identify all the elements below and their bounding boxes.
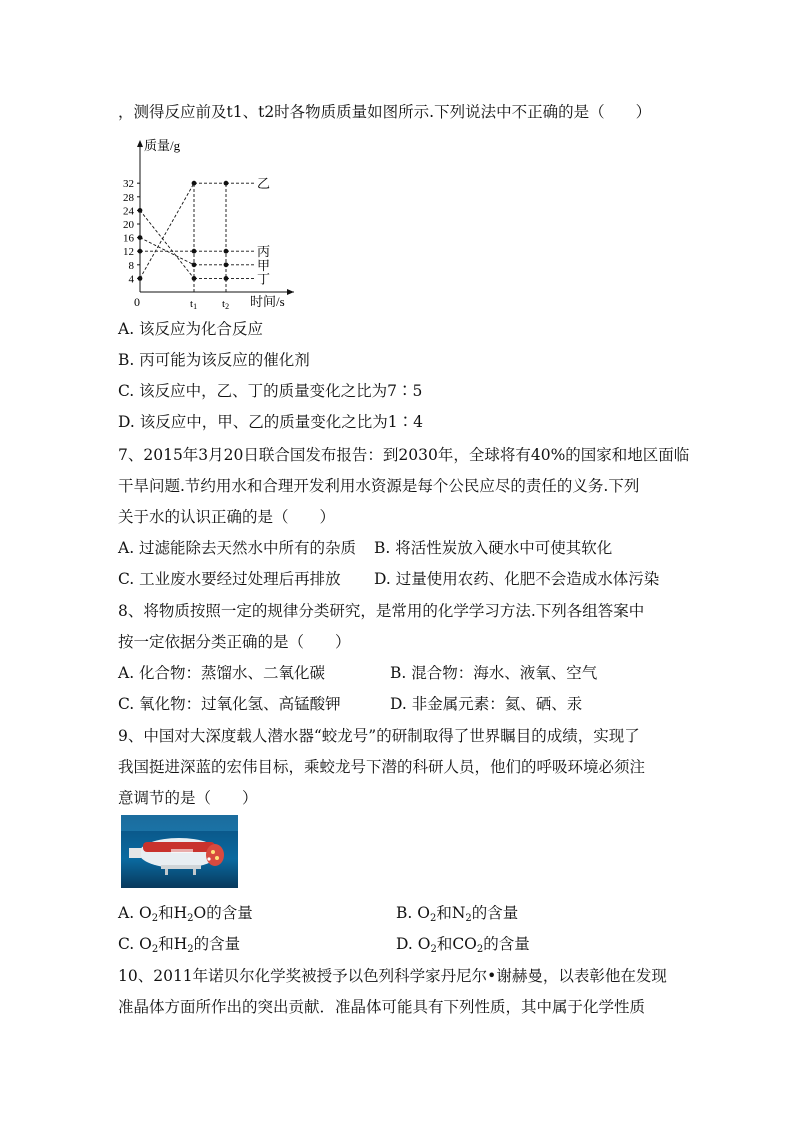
series-甲 [138, 235, 270, 273]
mass-time-chart [114, 130, 314, 315]
data-point [138, 276, 143, 281]
y-tick-label: 32 [123, 178, 134, 191]
y-axis-arrow [137, 140, 143, 147]
y-tick-label: 20 [123, 219, 134, 231]
origin-label: 0 [134, 295, 140, 309]
series-label: 丁 [257, 271, 271, 287]
q6-option-c: C. 该反应中，乙、丁的质量变化之比为7∶5 [118, 382, 423, 400]
q6-option-b: B. 丙可能为该反应的催化剂 [118, 351, 310, 369]
q9-stem-line-1: 9、中国对大深度载人潜水器“蛟龙号”的研制取得了世界瞩目的成绩，实现了 [118, 727, 640, 745]
x-tick-label-t2: t2 [222, 298, 230, 311]
series-label: 丙 [257, 244, 271, 260]
y-axis-label: 质量/g [144, 138, 181, 153]
q8-option-d: D. 非金属元素：氦、硒、汞 [390, 695, 583, 713]
q7-option-b: B. 将活性炭放入硬水中可使其软化 [374, 539, 613, 557]
q9-option-a: A. $O_2$和$H_2O$的含量 [118, 904, 253, 924]
series-segment [140, 183, 194, 278]
y-tick-label: 12 [123, 246, 134, 259]
q9-stem-line-2: 我国挺进深蓝的宏伟目标，乘蛟龙号下潜的科研人员，他们的呼吸环境必须注 [118, 758, 646, 776]
data-point [192, 249, 197, 254]
q6-option-d: D. 该反应中，甲、乙的质量变化之比为1∶4 [118, 413, 423, 431]
y-tick-labels [123, 178, 140, 285]
y-tick-label: 28 [123, 191, 134, 204]
q8-stem-line-2: 按一定依据分类正确的是（ ） [118, 633, 351, 651]
data-point [138, 208, 143, 213]
q9-option-d: D. $O_2$和$CO_2$的含量 [396, 935, 530, 955]
q7-stem-line-3: 关于水的认识正确的是（ ） [118, 508, 336, 526]
chart-series [138, 176, 270, 286]
q8-option-b: B. 混合物：海水、液氧、空气 [390, 664, 598, 682]
chart-guides [194, 183, 226, 292]
series-乙 [138, 176, 270, 281]
y-tick-label: 4 [128, 273, 134, 286]
q9-option-c: C. $O_2$和$H_2$的含量 [118, 935, 241, 955]
y-tick-label: 24 [123, 205, 134, 218]
submersible-photo [121, 815, 238, 888]
y-tick-label: 8 [128, 259, 134, 272]
q6-option-a: A. 该反应为化合反应 [118, 320, 264, 338]
q9-stem-line-3: 意调节的是（ ） [118, 789, 258, 807]
data-point [138, 235, 143, 240]
x-tick-label-t1: t1 [190, 298, 198, 311]
series-丙 [138, 244, 270, 259]
q7-option-d: D. 过量使用农药、化肥不会造成水体污染 [374, 570, 660, 588]
series-label: 甲 [257, 257, 271, 273]
q7-stem-line-2: 干旱问题.节约用水和合理开发利用水资源是每个公民应尽的责任的义务.下列 [118, 477, 640, 495]
q10-stem-line-1: 10、2011年诺贝尔化学奖被授予以色列科学家丹尼尔•谢赫曼，以表彰他在发现 [118, 967, 667, 985]
series-segment [140, 210, 194, 278]
q6-stem: ，测得反应前及t1、t2时各物质质量如图所示.下列说法中不正确的是（ ） [118, 103, 652, 121]
x-axis-arrow [287, 289, 294, 295]
q7-option-c: C. 工业废水要经过处理后再排放 [118, 570, 341, 588]
data-point [138, 249, 143, 254]
data-point [224, 249, 229, 254]
x-tick-labels [190, 298, 229, 311]
data-point [192, 276, 197, 281]
chart-axes [137, 140, 294, 295]
series-label: 乙 [257, 176, 271, 192]
q8-option-a: A. 化合物：蒸馏水、二氧化碳 [118, 664, 326, 682]
q8-option-c: C. 氧化物：过氧化氢、高锰酸钾 [118, 695, 341, 713]
q7-option-a: A. 过滤能除去天然水中所有的杂质 [118, 539, 357, 557]
y-tick-label: 16 [123, 232, 134, 245]
data-point [224, 262, 229, 267]
q9-option-b: B. $O_2$和$N_2$的含量 [396, 904, 519, 924]
x-axis-label: 时间/s [250, 294, 285, 309]
data-point [192, 181, 197, 186]
data-point [224, 181, 229, 186]
q10-stem-line-2: 准晶体方面所作出的突出贡献．准晶体可能具有下列性质，其中属于化学性质 [118, 998, 646, 1016]
data-point [224, 276, 229, 281]
q8-stem-line-1: 8、将物质按照一定的规律分类研究，是常用的化学学习方法.下列各组答案中 [118, 602, 645, 620]
data-point [192, 262, 197, 267]
q7-stem-line-1: 7、2015年3月20日联合国发布报告：到2030年，全球将有40%的国家和地区面临 [118, 446, 690, 464]
